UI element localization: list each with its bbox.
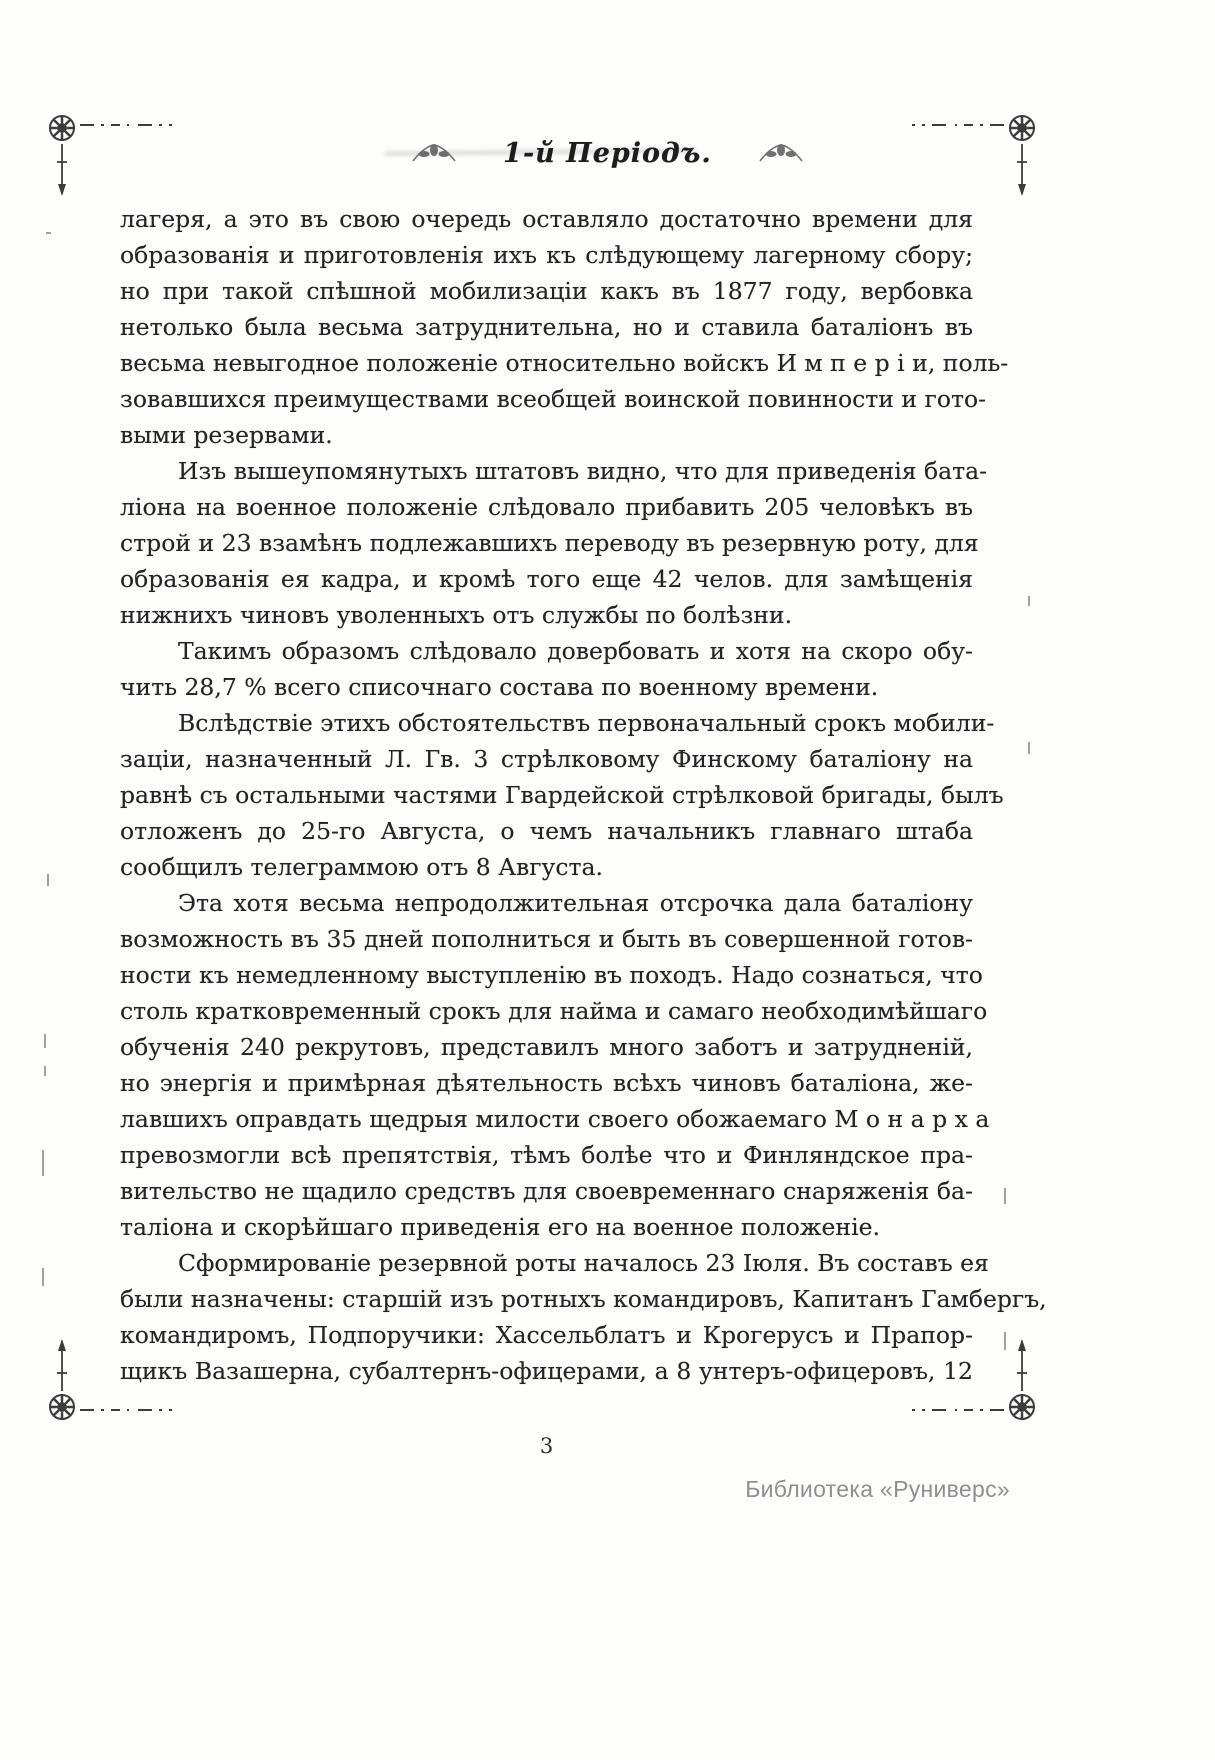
text-block [120,201,1047,1389]
text-line: Вслѣдствіе этихъ обстоятельствъ первоначальный срокъ мобили- [178,709,995,737]
scan-speck [44,1034,46,1048]
text-line: вительство не щадило средствъ для своевременнаго снаряженія ба- [120,1177,973,1205]
text-line: Такимъ образомъ слѣдовало довербовать и хотя на скоро обу- [178,637,973,665]
running-head-title: 1-й Періодъ. [503,138,712,169]
text-line: ліона на военное положеніе слѣдовало прибавить 205 человѣкъ въ [120,493,973,521]
scan-speck [1004,1188,1006,1204]
page-number: 3 [539,1434,554,1458]
text-line: превозмогли всѣ препятствія, тѣмъ болѣе что и Финляндское пра- [120,1141,973,1169]
floral-sprig-icon [411,139,457,169]
library-watermark: Библиотека «Руниверс» [745,1476,1010,1502]
scan-speck [46,232,51,234]
text-line: нижнихъ чиновъ уволенныхъ отъ службы по болѣзни. [120,601,793,629]
floral-sprig-icon [758,139,804,169]
text-line: равнѣ съ остальными частями Гвардейской стрѣлковой бригады, былъ [120,781,1004,809]
scan-speck [1028,742,1030,754]
text-line: чить 28,7 % всего списочнаго состава по военному времени. [120,673,879,701]
text-line: столь кратковременный срокъ для найма и самаго необходимѣйшаго [120,997,988,1025]
paragraph [120,705,1004,885]
text-line: зовавшихся преимуществами всеобщей воинской повинности и гото- [120,385,987,413]
text-line: таліона и скорѣйшаго приведенія его на военное положеніе. [120,1213,880,1241]
text-line: нетолько была весьма затруднительна, но и ставила баталіонъ въ [120,313,973,341]
paragraph [120,1245,1047,1389]
text-line: заціи, назначенный Л. Гв. 3 стрѣлковому Финскому баталіону на [120,745,973,773]
text-line: щикъ Вазашерна, субалтернъ-офицерами, а 8 унтеръ-офицеровъ, 12 [120,1357,973,1385]
scan-speck [1004,1332,1006,1350]
text-line: образованія ея кадра, и кромѣ того еще 42 челов. для замѣщенія [120,565,973,593]
page-header [0,138,1215,178]
scan-speck [47,874,49,886]
scan-speck [44,1066,46,1076]
text-line: образованія и приготовленія ихъ къ слѣдующему лагерному сбору; [120,241,973,269]
text-line: ности къ немедленному выступленію въ походъ. Надо сознаться, что [120,961,983,989]
text-line: весьма невыгодное положеніе относительно войскъ И м п е р і и, поль- [120,349,1009,377]
text-line: строй и 23 взамѣнъ подлежавшихъ переводу въ резервную роту, для [120,529,979,557]
text-line: лавшихъ оправдать щедрыя милости своего обожаемаго М о н а р х а [120,1105,990,1133]
scan-speck [1028,596,1030,606]
text-line: командиромъ, Подпоручики: Хассельблатъ и Крогерусъ и Прапор- [120,1321,973,1349]
text-line: но энергія и примѣрная дѣятельность всѣхъ чиновъ баталіона, же- [120,1069,973,1097]
scan-speck [42,1268,44,1286]
text-line: но при такой спѣшной мобилизаціи какъ въ 1877 году, вербовка [120,277,973,305]
text-line: отложенъ до 25-го Августа, о чемъ начальникъ главнаго штаба [120,817,973,845]
paragraph [120,633,973,705]
text-line: возможность въ 35 дней пополниться и быть въ совершенной готов- [120,925,973,953]
text-line: выми резервами. [120,421,333,449]
scan-speck [42,1150,44,1176]
text-line: лагеря, а это въ свою очередь оставляло достаточно времени для [120,205,973,233]
text-line: Сформированіе резервной роты началось 23 Іюля. Въ составъ ея [178,1249,989,1277]
text-line: сообщилъ телеграммою отъ 8 Августа. [120,853,604,881]
paragraph [120,453,988,633]
text-line: Изъ вышеупомянутыхъ штатовъ видно, что для приведенія бата- [178,457,988,485]
text-line: обученія 240 рекрутовъ, представилъ много заботъ и затрудненій, [120,1033,973,1061]
paragraph [120,885,990,1245]
text-line: были назначены: старшій изъ ротныхъ командировъ, Капитанъ Гамбергъ, [120,1285,1047,1313]
text-line: Эта хотя весьма непродолжительная отсрочка дала баталіону [178,889,973,917]
paragraph [120,201,1009,453]
